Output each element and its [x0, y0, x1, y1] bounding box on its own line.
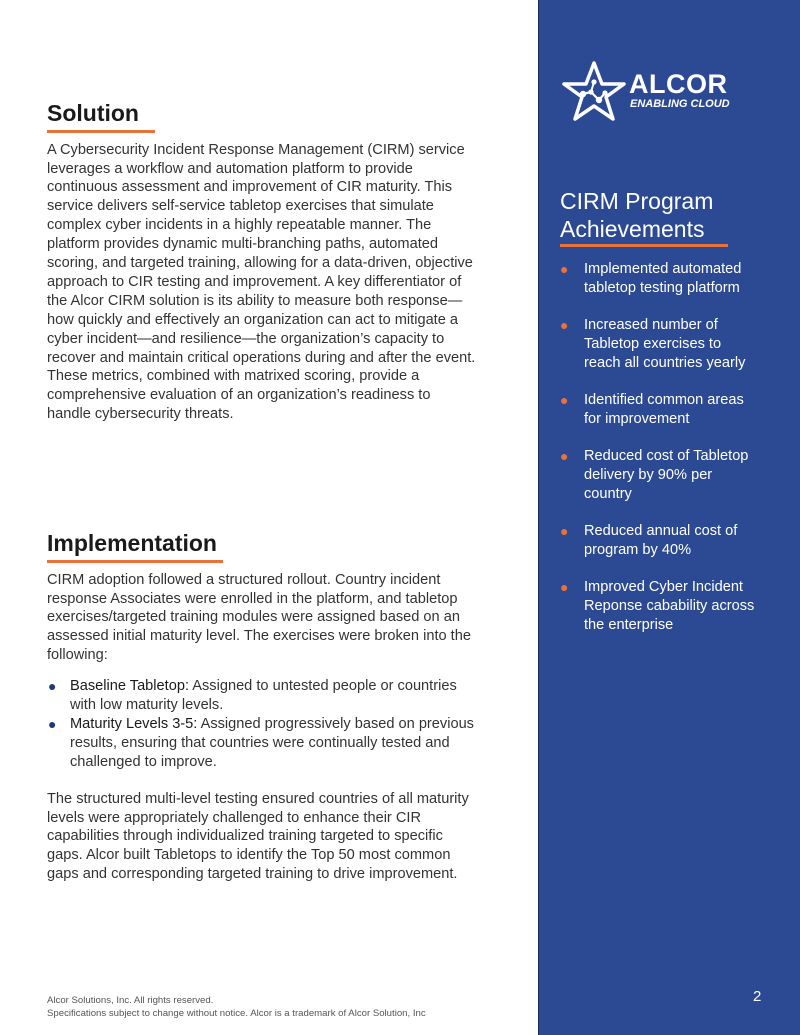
solution-title-underline	[47, 130, 155, 133]
alcor-logo	[561, 60, 761, 124]
page-number: 2	[753, 988, 762, 1005]
achievement-text: Reduced cost of Tabletop delivery by 90% per country	[584, 448, 749, 502]
achievements-list	[560, 260, 760, 653]
implementation-title: Implementation	[47, 530, 217, 556]
bullet-term: Maturity Levels 3-5:	[70, 715, 198, 732]
list-item	[560, 391, 760, 429]
solution-title: Solution	[47, 100, 139, 126]
list-item	[560, 578, 760, 635]
achievements-sidebar	[538, 0, 800, 1035]
achievement-text: Implemented automated tabletop testing platform	[584, 261, 742, 296]
bullet-dot-icon: ●	[560, 261, 569, 277]
logo-wordmark	[629, 70, 730, 111]
footer-copyright: Alcor Solutions, Inc. All rights reserved.	[47, 995, 214, 1006]
bullet-text: Assigned progressively based on previous results, ensuring that countries were continually tested and challenged to improve.	[70, 715, 474, 770]
bullet-dot-icon: ●	[48, 678, 57, 695]
solution-section	[47, 100, 477, 424]
solution-paragraph: A Cybersecurity Incident Response Management (CIRM) service leverages a workflow and automation platform to provide continuous assessment and improvement of CIR maturity. This service delivers self-service tabletop exercises that simulate complex cyber incidents in a highly repeatable manner. The platform provides dynamic multi-branching paths, automated scoring, and targeted training, allowing for a data-driven, objective approach to CIR testing and improvement. A key differentiator of the Alcor CIRM solution is its ability to measure both response—how quickly and effectively an organization can act to mitigate a cyber incident—and resilience—the organization’s capacity to recover and maintain critical operations during and after the event. These metrics, combined with matrixed scoring, provide a comprehensive evaluation of an organization’s readiness to handle cybersecurity threats.	[47, 141, 476, 423]
bullet-dot-icon: ●	[560, 448, 569, 464]
implementation-intro: CIRM adoption followed a structured rollout. Country incident response Associates were enrolled in the platform, and tabletop exercises/targeted training modules were assigned based on an assessed initial maturity level. The exercises were broken into the following:	[47, 571, 471, 664]
footer	[47, 995, 426, 1020]
list-item	[47, 677, 477, 715]
bullet-term: Baseline Tabletop:	[70, 678, 190, 695]
achievements-title: CIRM Program Achievements	[560, 188, 714, 242]
logo-name: ALCOR	[629, 69, 728, 99]
bullet-dot-icon: ●	[560, 317, 569, 333]
implementation-title-underline	[47, 560, 223, 563]
achievement-text: Reduced annual cost of program by 40%	[584, 523, 738, 558]
logo-tagline: ENABLING CLOUD	[630, 98, 730, 110]
achievement-text: Increased number of Tabletop exercises to reach all countries yearly	[584, 317, 746, 371]
bullet-dot-icon: ●	[560, 392, 569, 408]
bullet-dot-icon: ●	[560, 523, 569, 539]
achievement-text: Improved Cyber Incident Reponse cabability across the enterprise	[584, 579, 755, 633]
list-item	[560, 260, 760, 298]
implementation-closing: The structured multi-level testing ensured countries of all maturity levels were appropriately challenged to enhance their CIR capabilities through individualized training targeted to specific gaps. Alcor built Tabletops to identify the Top 50 most common gaps and corresponding targeted training to drive improvement.	[47, 790, 469, 883]
achievement-text: Identified common areas for improvement	[584, 392, 744, 427]
alcor-star-logo-icon	[561, 60, 627, 124]
exercise-type-list	[47, 677, 477, 772]
bullet-text: Assigned to untested people or countries with low maturity levels.	[70, 678, 457, 714]
list-item	[47, 715, 477, 772]
bullet-dot-icon: ●	[48, 715, 57, 732]
list-item	[560, 522, 760, 560]
achievements-title-underline	[560, 244, 728, 247]
bullet-dot-icon: ●	[560, 579, 569, 595]
list-item	[560, 447, 760, 504]
implementation-section	[47, 530, 477, 884]
list-item	[560, 316, 760, 373]
footer-disclaimer: Specifications subject to change without notice. Alcor is a trademark of Alcor Solution, Inc	[47, 1007, 426, 1019]
